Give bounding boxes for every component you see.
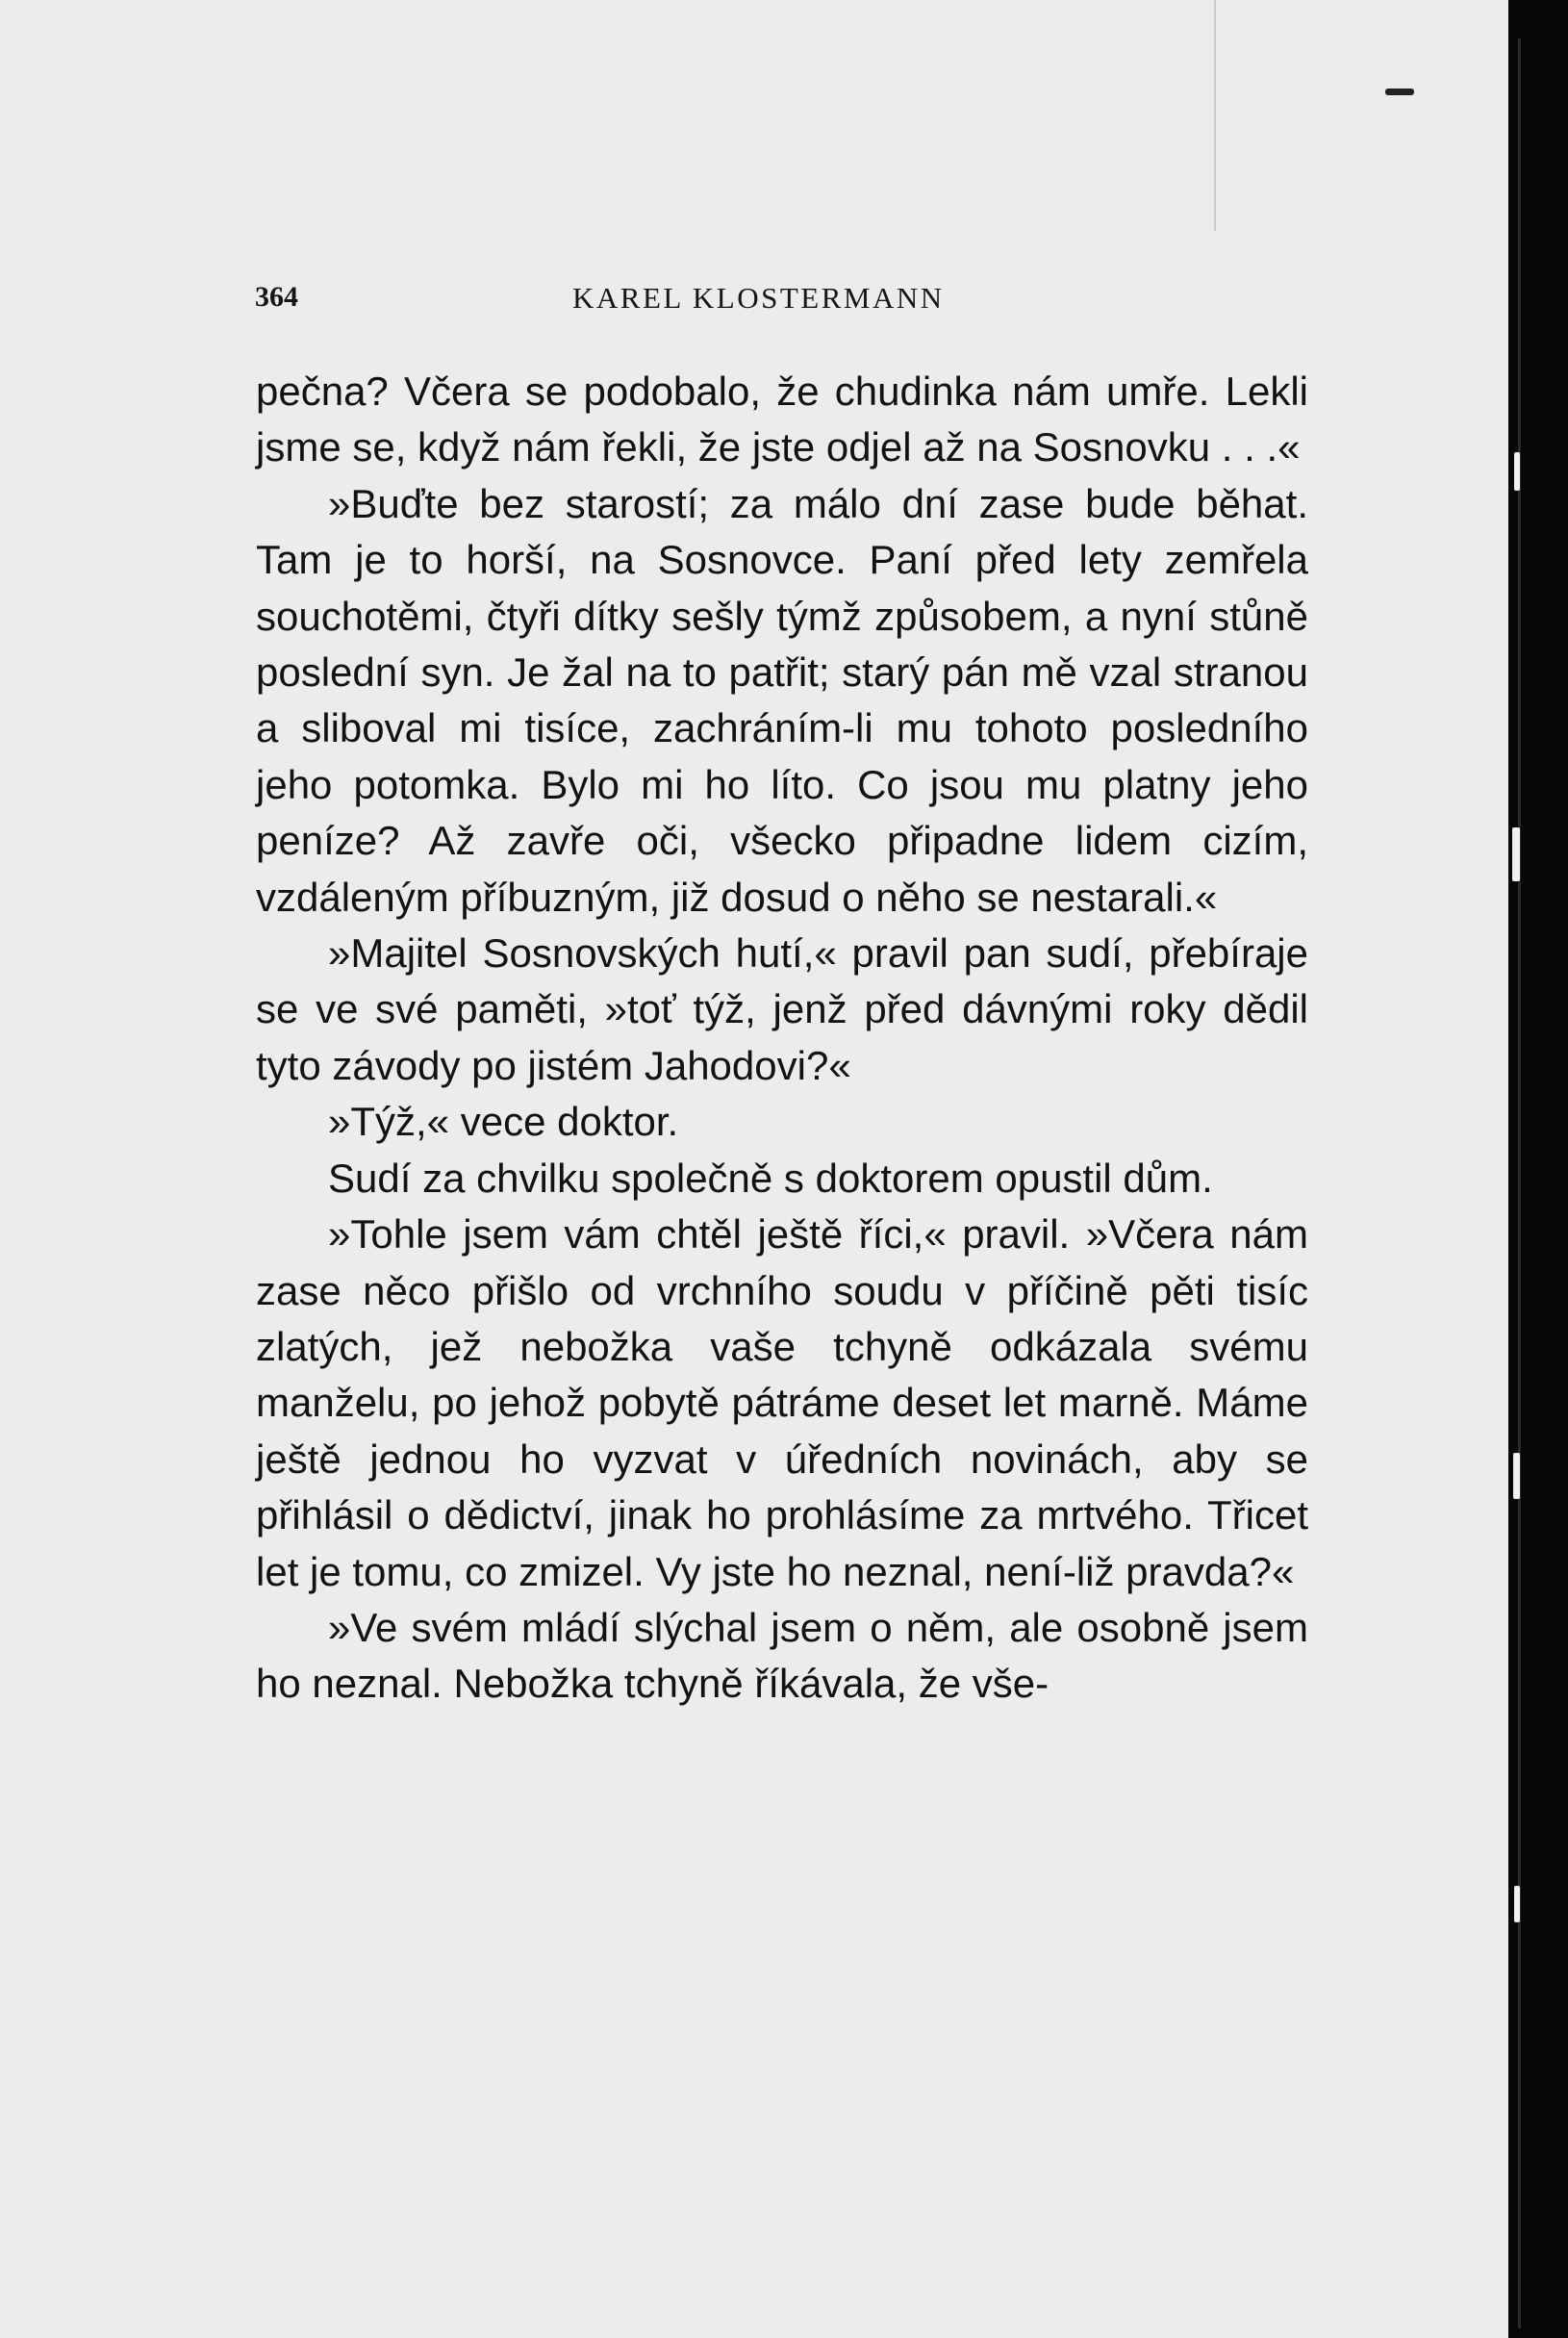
paragraph: Sudí za chvilku společně s doktorem opustil dům. xyxy=(328,1155,1213,1201)
running-head: KAREL KLOSTERMANN xyxy=(572,281,945,315)
binding-edge-mark xyxy=(1514,452,1520,491)
binding-edge-mark xyxy=(1513,1453,1520,1499)
binding-edge-line xyxy=(1518,38,1521,2328)
binding-edge-mark xyxy=(1514,1886,1520,1922)
ink-smudge xyxy=(1385,89,1414,95)
paragraph: »Majitel Sosnovských hutí,« pravil pan sudí, přebíraje se ve své paměti, »toť týž, jenž před dávnými roky dědil tyto závody po jistém Jahodovi?« xyxy=(256,930,1308,1088)
page-crease xyxy=(1214,0,1216,231)
paragraph: »Tohle jsem vám chtěl ještě říci,« pravil. »Včera nám zase něco přišlo od vrchního soudu v příčině pěti tisíc zlatých, jež nebožka vaše tchyně odkázala svému manželu, po jehož pobytě pátráme deset let marně. Máme ještě jednou ho vyzvat v úředních novinách, aby se přihlásil o dědictví, jinak ho prohlásíme za mrtvého. Třicet let je tomu, co zmizel. Vy jste ho neznal, není-liž pravda?« xyxy=(256,1211,1308,1594)
paragraph: »Týž,« vece doktor. xyxy=(328,1099,679,1145)
page-header xyxy=(255,281,1313,319)
body-text xyxy=(256,364,1308,1713)
paragraph: pečna? Včera se podobalo, že chudinka nám umře. Lekli jsme se, když nám řekli, že jste odjel až na Sosnovku . . .« xyxy=(256,368,1308,470)
paragraph: »Ve svém mládí slýchal jsem o něm, ale osobně jsem ho neznal. Nebožka tchyně říkávala, že vše- xyxy=(256,1604,1308,1707)
binding-edge-mark xyxy=(1512,827,1520,881)
paragraph: »Buďte bez starostí; za málo dní zase bude běhat. Tam je to horší, na Sosnovce. Paní před lety zemřela souchotěmi, čtyři dítky sešly týmž způsobem, a nyní stůně poslední syn. Je žal na to patřit; starý pán mě vzal stranou a sliboval mi tisíce, zachráním-li mu tohoto posledního jeho potomka. Bylo mi ho líto. Co jsou mu platny jeho peníze? Až zavře oči, všecko připadne lidem cizím, vzdáleným příbuzným, již dosud o něho se nestarali.« xyxy=(256,480,1308,920)
page-number: 364 xyxy=(255,281,298,313)
